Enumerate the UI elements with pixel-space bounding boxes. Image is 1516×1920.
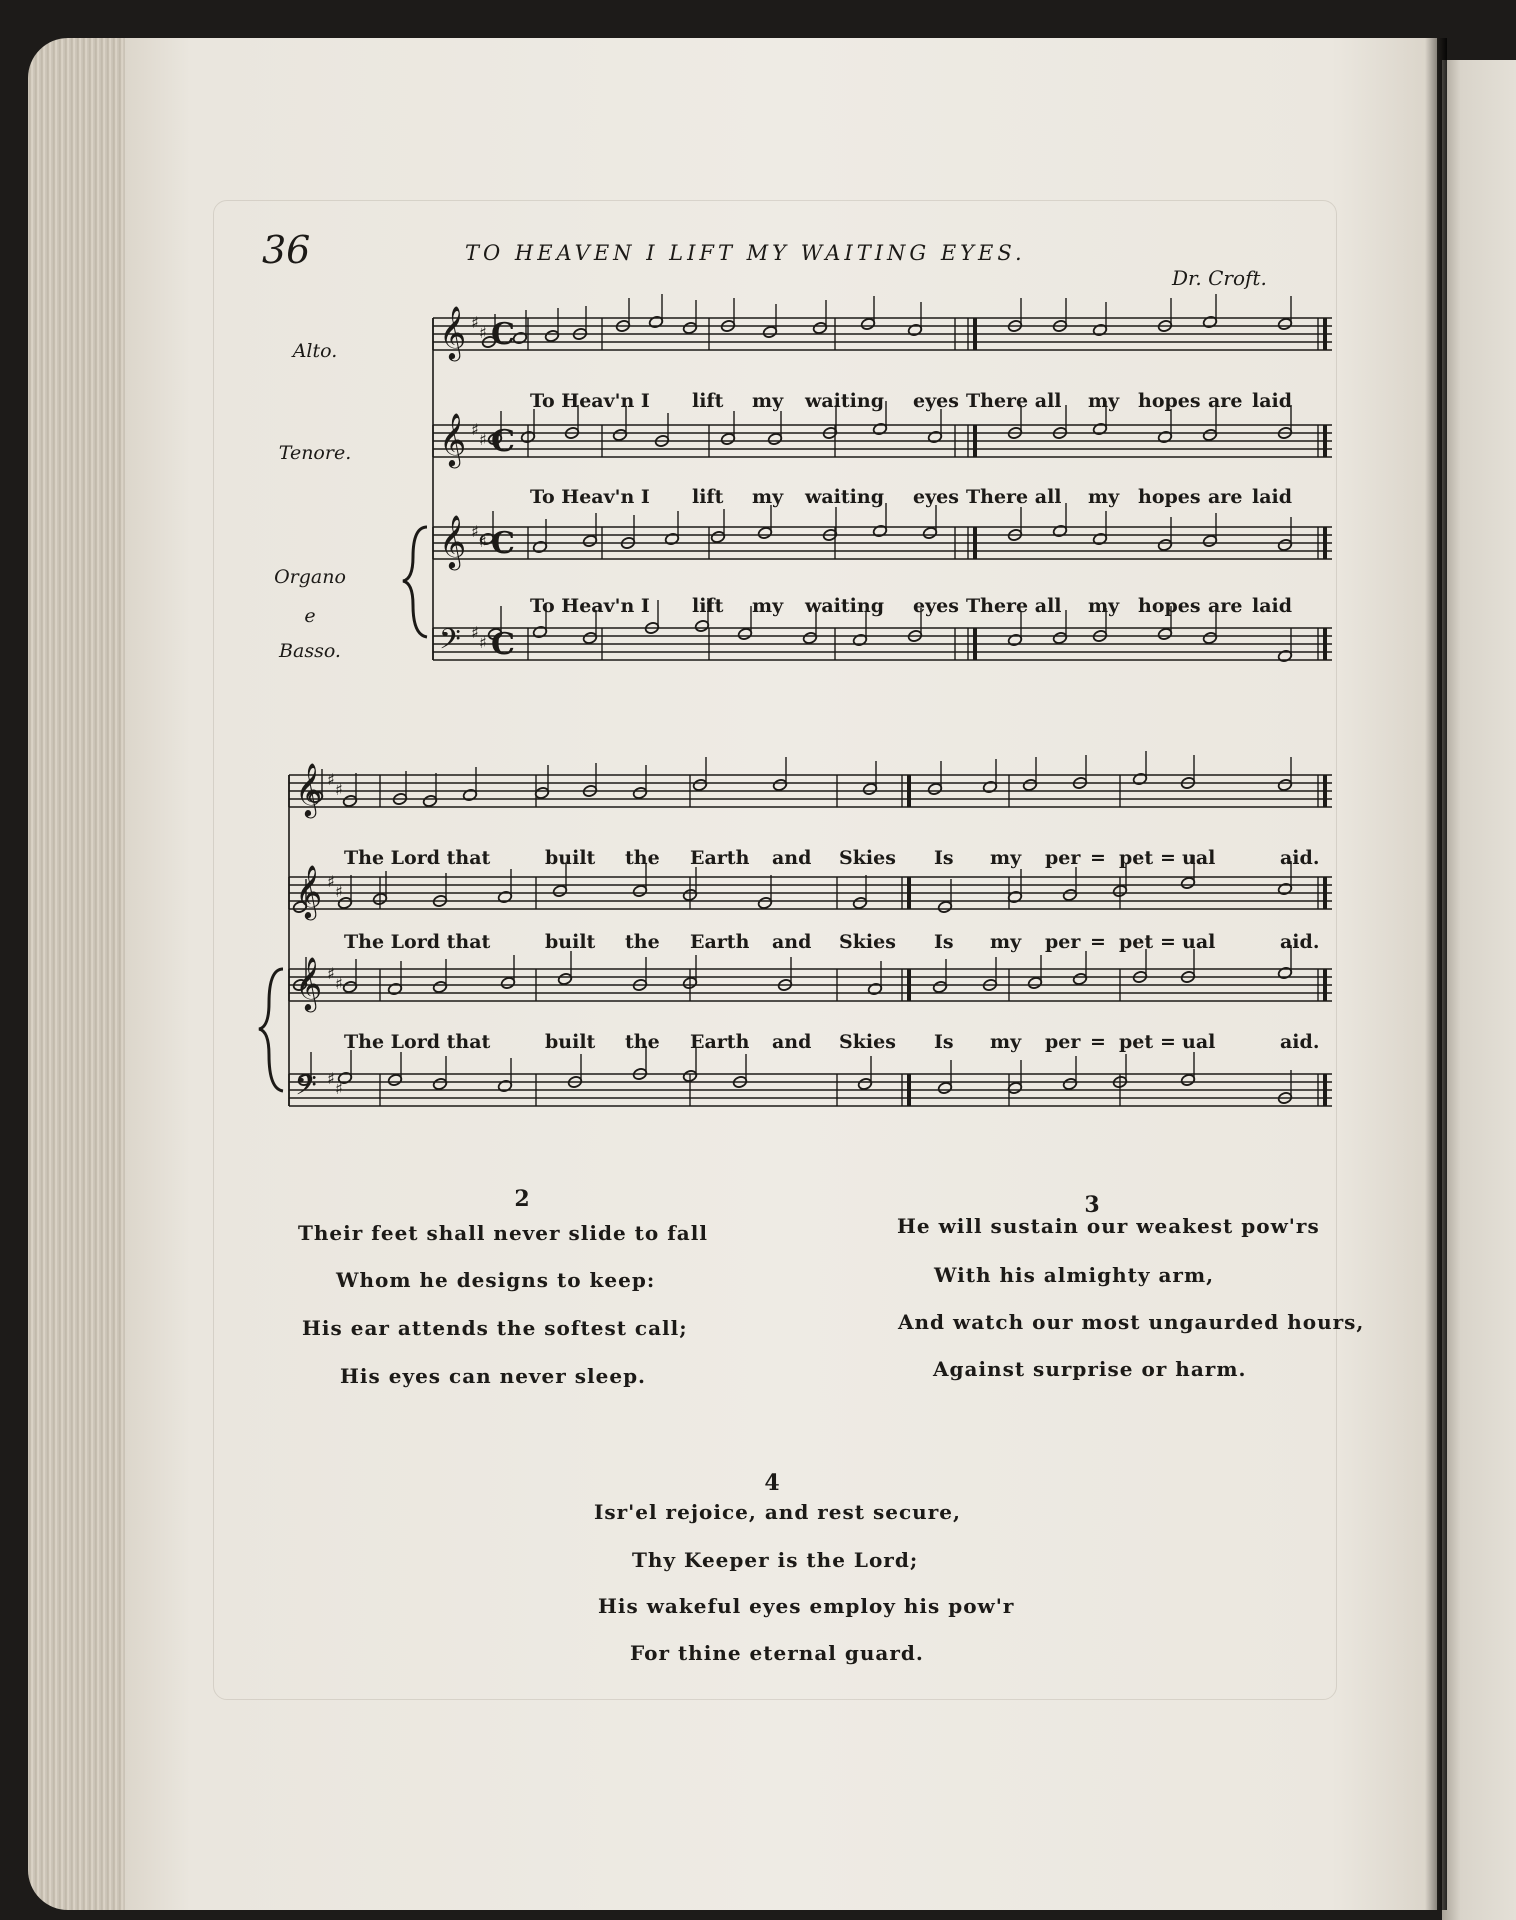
staff-alto [433, 305, 1332, 361]
verse-3-line-3: And watch our most ungaurded hours, [898, 1310, 1365, 1334]
lyric-syllable: eyes [913, 390, 959, 412]
lyric-syllable: hopes [1138, 390, 1201, 412]
double-barline-thick [1323, 318, 1327, 350]
lyric-syllable: To Heav'n I [530, 390, 650, 412]
lyric-syllable: my [990, 1031, 1022, 1053]
key-signature-sharp: ♯ [327, 770, 335, 789]
page-number: 36 [262, 228, 311, 272]
verse-2-line-2: Whom he designs to keep: [336, 1268, 656, 1292]
lyric-syllable: eyes [913, 595, 959, 617]
lyric-syllable: my [990, 847, 1022, 869]
lyric-syllable: and [772, 847, 812, 869]
lyric-syllable: per [1045, 931, 1081, 953]
lyric-syllable: Earth [690, 1031, 750, 1053]
lyric-syllable: pet [1119, 931, 1154, 953]
lyric-syllable: the [625, 931, 660, 953]
treble-clef: 𝄞 [439, 412, 467, 466]
staff2-alto [289, 762, 1332, 818]
part-label-e: e [304, 605, 316, 627]
lyric-syllable: The Lord that [344, 847, 491, 869]
lyric-syllable: and [772, 931, 812, 953]
staff-tenore [433, 412, 1332, 468]
lyric-syllable: = [1090, 931, 1106, 953]
treble-clef: 𝄞 [439, 514, 467, 568]
lyric-syllable: ual [1182, 1031, 1216, 1053]
bass-clef: 𝄢 [295, 1069, 317, 1109]
part-label-organo: Organo [274, 566, 346, 588]
lyric-syllable: laid [1252, 595, 1293, 617]
lyric-syllable: waiting [805, 486, 884, 508]
double-barline-thick [1323, 1074, 1327, 1106]
double-barline-thick [907, 1074, 911, 1106]
lyric-syllable: To Heav'n I [530, 486, 650, 508]
key-signature-sharp: ♯ [471, 623, 479, 642]
lyric-syllable: waiting [805, 595, 884, 617]
lyric-syllable: To Heav'n I [530, 595, 650, 617]
lyric-syllable: my [1088, 390, 1120, 412]
lyric-syllable: my [752, 595, 784, 617]
key-signature-sharp: ♯ [335, 1079, 343, 1098]
lyric-syllable: my [990, 931, 1022, 953]
lyric-syllable: per [1045, 847, 1081, 869]
lyric-syllable: lift [692, 486, 724, 508]
verse-3-line-1: He will sustain our weakest pow'rs [897, 1214, 1320, 1238]
lyrics-system1-alto [530, 390, 1292, 412]
lyric-syllable: There all [966, 486, 1062, 508]
lyric-syllable: pet [1119, 1031, 1154, 1053]
verse-4-line-3: His wakeful eyes employ his pow'r [598, 1594, 1015, 1618]
lyric-syllable: hopes [1138, 595, 1201, 617]
double-barline-thick [1323, 628, 1327, 660]
lyric-syllable: built [545, 931, 596, 953]
lyric-syllable: the [625, 1031, 660, 1053]
lyric-syllable: the [625, 847, 660, 869]
lyric-syllable: ual [1182, 847, 1216, 869]
part-label-basso: Basso. [279, 640, 341, 662]
lyric-syllable: Is [934, 1031, 954, 1053]
double-barline-thick [1323, 775, 1327, 807]
double-barline-thick [973, 628, 977, 660]
double-barline-thick [907, 775, 911, 807]
lyric-syllable: Skies [839, 931, 896, 953]
treble-clef: 𝄞 [439, 305, 467, 359]
key-signature-sharp: ♯ [479, 532, 487, 551]
common-time-signature: C [491, 424, 515, 459]
key-signature-sharp: ♯ [471, 313, 479, 332]
verse-3-line-2: With his almighty arm, [934, 1263, 1215, 1287]
lyric-syllable: my [1088, 486, 1120, 508]
key-signature-sharp: ♯ [327, 872, 335, 891]
lyric-syllable: Earth [690, 847, 750, 869]
lyric-syllable: = [1090, 1031, 1106, 1053]
key-signature-sharp: ♯ [471, 522, 479, 541]
lyric-syllable: There all [966, 595, 1062, 617]
lyric-syllable: built [545, 847, 596, 869]
lyric-syllable: are [1208, 486, 1243, 508]
lyric-syllable: waiting [805, 390, 884, 412]
double-barline-thick [973, 527, 977, 559]
lyric-syllable: and [772, 1031, 812, 1053]
lyric-syllable: = [1160, 847, 1176, 869]
lyric-syllable: laid [1252, 486, 1293, 508]
notes-system2-staff2-basso [297, 1046, 1292, 1105]
lyric-syllable: aid. [1280, 847, 1320, 869]
lyric-syllable: = [1160, 931, 1176, 953]
verse-3-line-4: Against surprise or harm. [933, 1357, 1247, 1381]
lyric-syllable: aid. [1280, 931, 1320, 953]
lyric-syllable: lift [692, 595, 724, 617]
lyric-syllable: Is [934, 931, 954, 953]
treble-clef: 𝄞 [295, 864, 323, 918]
key-signature-sharp: ♯ [335, 882, 343, 901]
lyric-syllable: my [752, 390, 784, 412]
lyrics-system2-organ [344, 1031, 1319, 1053]
lyric-syllable: The Lord that [344, 1031, 491, 1053]
lyric-syllable: ual [1182, 931, 1216, 953]
verse-4-line-2: Thy Keeper is the Lord; [632, 1548, 919, 1572]
notes-system1-staff-alto [481, 294, 1292, 349]
key-signature-sharp: ♯ [479, 430, 487, 449]
double-barline-thick [973, 425, 977, 457]
double-barline-thick [907, 969, 911, 1001]
key-signature-sharp: ♯ [335, 780, 343, 799]
lyric-syllable: my [1088, 595, 1120, 617]
lyric-syllable: There all [966, 390, 1062, 412]
lyric-syllable: eyes [913, 486, 959, 508]
key-signature-sharp: ♯ [479, 323, 487, 342]
verse-2-line-4: His eyes can never sleep. [340, 1364, 647, 1388]
treble-clef: 𝄞 [295, 956, 323, 1010]
double-barline-thick [1323, 877, 1327, 909]
verse-4-line-1: Isr'el rejoice, and rest secure, [594, 1500, 961, 1524]
double-barline-thick [1323, 969, 1327, 1001]
double-barline-thick [973, 318, 977, 350]
lyric-syllable: lift [692, 390, 724, 412]
lyric-syllable: Skies [839, 847, 896, 869]
staff-organo [433, 514, 1332, 570]
common-time-signature: C [491, 317, 515, 352]
lyric-syllable: hopes [1138, 486, 1201, 508]
key-signature-sharp: ♯ [479, 633, 487, 652]
lyric-syllable: my [752, 486, 784, 508]
lyric-syllable: Is [934, 847, 954, 869]
lyrics-system2-alto [344, 847, 1319, 869]
part-label-tenore: Tenore. [278, 442, 352, 464]
verse-2-line-3: His ear attends the softest call; [302, 1316, 688, 1340]
organ-brace [403, 527, 427, 637]
verse-2-line-1: Their feet shall never slide to fall [298, 1221, 708, 1245]
lyric-syllable: per [1045, 1031, 1081, 1053]
lyrics-system2-tenor [344, 931, 1319, 953]
lyric-syllable: are [1208, 390, 1243, 412]
organ-brace [259, 969, 283, 1091]
verse-4-line-4: For thine eternal guard. [630, 1641, 924, 1665]
lyric-syllable: = [1160, 1031, 1176, 1053]
common-time-signature: C [491, 526, 515, 561]
lyric-syllable: = [1090, 847, 1106, 869]
common-time-signature: C [491, 627, 515, 662]
notes-system1-staff-organo [479, 503, 1292, 554]
key-signature-sharp: ♯ [471, 420, 479, 439]
song-title: TO HEAVEN I LIFT MY WAITING EYES. [465, 241, 1026, 265]
composer-credit: Dr. Croft. [1172, 266, 1267, 290]
lyric-syllable: Skies [839, 1031, 896, 1053]
lyric-syllable: The Lord that [344, 931, 491, 953]
lyric-syllable: built [545, 1031, 596, 1053]
lyric-syllable: pet [1119, 847, 1154, 869]
lyric-syllable: Earth [690, 931, 750, 953]
lyric-syllable: laid [1252, 390, 1293, 412]
lyric-syllable: aid. [1280, 1031, 1320, 1053]
key-signature-sharp: ♯ [327, 1069, 335, 1088]
verse-4-number: 4 [764, 1470, 780, 1496]
treble-clef: 𝄞 [295, 762, 323, 816]
double-barline-thick [1323, 527, 1327, 559]
key-signature-sharp: ♯ [335, 974, 343, 993]
lyrics-system1-organ [530, 595, 1292, 617]
double-barline-thick [907, 877, 911, 909]
staff-basso [433, 623, 1332, 663]
lyric-syllable: are [1208, 595, 1243, 617]
verse-3-number: 3 [1084, 1192, 1100, 1218]
double-barline-thick [1323, 425, 1327, 457]
part-label-alto: Alto. [292, 340, 338, 362]
lyrics-system1-tenor [530, 486, 1292, 508]
bass-clef: 𝄢 [439, 623, 461, 663]
key-signature-sharp: ♯ [327, 964, 335, 983]
verse-2-number: 2 [514, 1186, 530, 1212]
